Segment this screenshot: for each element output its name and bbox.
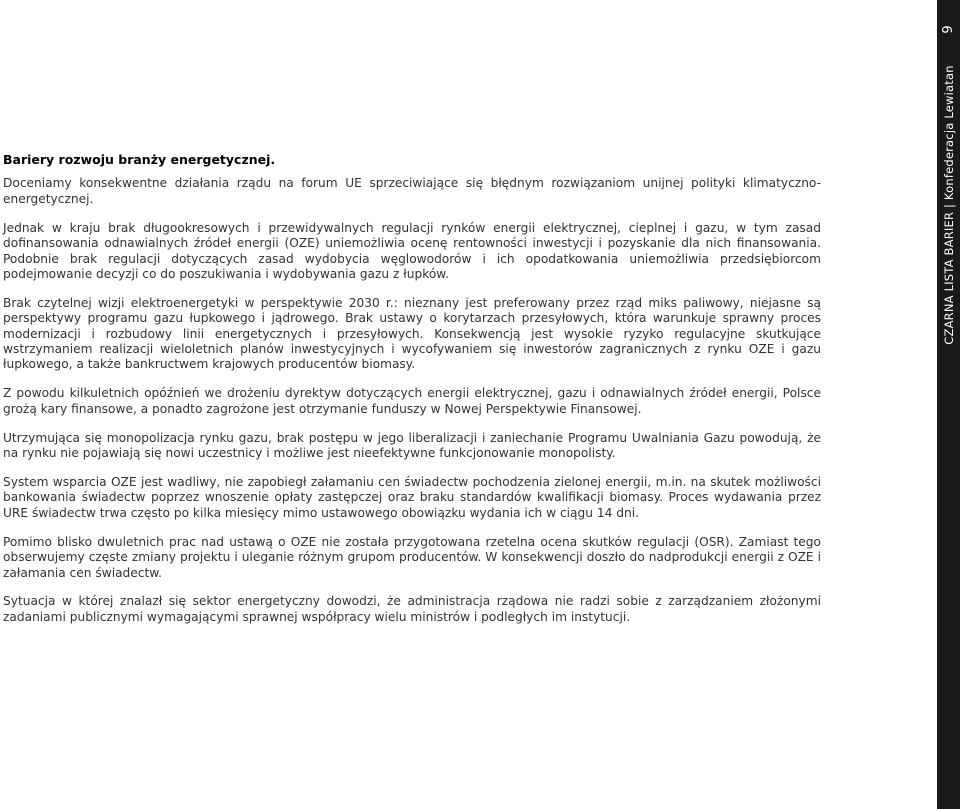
sidebar-label: CZARNA LISTA BARIER | Konfederacja Lewiatan (942, 65, 956, 345)
paragraph: Sytuacja w której znalazł się sektor energetyczny dowodzi, że administracja rządowa nie radzi sobie z zarządzaniem złożonymi zadaniami publicznymi wymagającymi sprawnej współpracy wielu ministrów i podległych im instytucji. (3, 594, 821, 624)
paragraph: System wsparcia OZE jest wadliwy, nie zapobiegł załamaniu cen świadectw pochodzenia zielonej energii, m.in. na skutek możliwości bankowania świadectw poprzez wnoszenie opłaty zastępczej oraz braku standardów kwalifikacji biomasy. Proces wydawania przez URE świadectw trwa często po kilka miesięcy mimo ustawowego obowiązku wydania ich w ciągu 14 dni. (3, 475, 821, 520)
paragraph: Z powodu kilkuletnich opóźnień we drożeniu dyrektyw dotyczących energii elektrycznej, gazu i odnawialnych źródeł energii, Polsce grożą kary finansowe, a ponadto zagrożone jest otrzymanie funduszy w Nowej Perspektywie Finansowej. (3, 386, 821, 416)
section-heading: Bariery rozwoju branży energetycznej. (3, 152, 276, 167)
paragraph: Doceniamy konsekwentne działania rządu na forum UE sprzeciwiające się błędnym rozwiązaniom unijnej polityki klimatyczno-energetycznej. (3, 176, 821, 206)
page-number: 9 (941, 25, 956, 34)
paragraph: Jednak w kraju brak długookresowych i przewidywalnych regulacji rynków energii elektrycznej, cieplnej i gazu, w tym zasad dofinansowania odnawialnych źródeł energii (OZE) uniemożliwia ocenę rentowności inwestycji i pozyskanie dla nich finansowania. Podobnie brak regulacji dotyczących zasad wydobycia węglowodorów i ich opodatkowania uniemożliwia przedsiębiorcom podejmowanie decyzji co do poszukiwania i wydobywania gazu z łupków. (3, 220, 821, 281)
paragraph: Pomimo blisko dwuletnich prac nad ustawą o OZE nie została przygotowana rzetelna ocena skutków regulacji (OSR). Zamiast tego obserwujemy częste zmiany projektu i uleganie różnym grupom producentów. W konsekwencji doszło do nadprodukcji energii z OZE i załamania cen świadectw. (3, 534, 821, 580)
paragraph: Brak czytelnej wizji elektroenergetyki w perspektywie 2030 r.: nieznany jest preferowany przez rząd miks paliwowy, niejasne są perspektywy programu gazu łupkowego i jądrowego. Brak ustawy o korytarzach przesyłowych, która warunkuje sprawny proces modernizacji i rozbudowy linii energetycznych i przesyłowych. Konsekwencją jest wysokie ryzyko regulacyjne skutkujące wstrzymaniem realizacji wieloletnich planów inwestycyjnych i wycofywaniem się inwestorów zagranicznych z rynku OZE i gazu łupkowego, a także bankructwem krajowych producentów biomasy. (3, 295, 821, 372)
paragraph: Utrzymująca się monopolizacja rynku gazu, brak postępu w jego liberalizacji i zaniechanie Programu Uwalniania Gazu powodują, że na rynku nie pojawiają się nowi uczestnicy i możliwe jest nieefektywne funkcjonowanie monopolisty. (3, 430, 821, 461)
document-body (3, 152, 821, 639)
